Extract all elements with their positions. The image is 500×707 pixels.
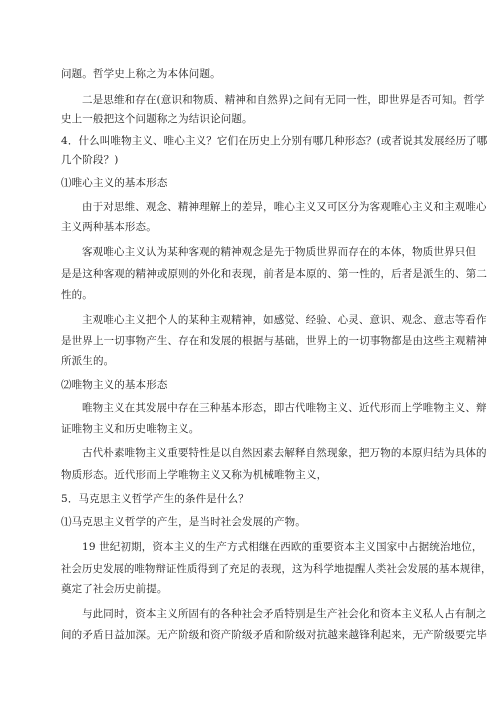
text-line: 二是思维和存在(意识和物质、精神和自然界)之间有无同一性，即世界是否可知。哲学 — [82, 94, 485, 106]
text-line: 间的矛盾日益加深。无产阶级和资产阶级矛盾和阶级对抗越来越锋利起来，无产阶级要完毕 — [61, 629, 487, 641]
section-heading: ⑵唯物主义的基本形态 — [61, 379, 168, 391]
text-line: 物质形态。近代形而上学唯物主义又称为机械唯物主义， — [61, 469, 328, 481]
text-line: 问题。哲学史上称之为本体问题。 — [61, 68, 221, 80]
question-heading-cont: 几个阶段？) — [61, 154, 119, 166]
text-line: 社会历史发展的唯物辩证性质得到了充足的表现，这为科学地提醒人类社会发展的基本规律， — [61, 563, 492, 575]
text-line: 证唯物主义和历史唯物主义。 — [61, 423, 200, 435]
text-line: 是是这种客观的精神或原则的外化和表现，前者是本原的、第一性的，后者是派生的、第二 — [61, 268, 487, 280]
text-line: 主义两种基本形态。 — [61, 221, 157, 233]
text-line: 与此同时，资本主义所固有的各种社会矛盾特别是生产社会化和资本主义私人占有制之 — [82, 608, 487, 620]
section-heading: ⑴马克思主义哲学的产生，是当时社会发展的产物。 — [61, 516, 306, 528]
text-line: 19 世纪初期，资本主义的生产方式相继在西欧的重要资本主义国家中占据统治地位， — [82, 541, 483, 553]
text-line: 客观唯心主义认为某种客观的精神观念是先于物质世界而存在的本体，物质世界只但 — [82, 246, 477, 258]
text-line: 奠定了社会历史前提。 — [61, 583, 168, 595]
question-heading: 5．马克思主义哲学产生的条件是什么？ — [61, 493, 249, 505]
question-heading: 4．什么叫唯物主义、唯心主义？它们在历史上分别有哪几种形态？(或者说其发展经历了哪 — [61, 135, 488, 147]
text-line: 所派生的。 — [61, 355, 115, 367]
section-heading: ⑴唯心主义的基本形态 — [61, 177, 168, 189]
text-line: 主观唯心主义把个人的某种主观精神，如感觉、经验、心灵、意识、观念、意志等看作 — [82, 314, 487, 326]
text-line: 史上一般把这个问题称之为结识论问题。 — [61, 113, 253, 125]
text-line: 古代朴素唯物主义重要特性是以自然因素去解释自然现象，把万物的本原归结为具体的 — [82, 447, 487, 459]
text-line: 性的。 — [61, 289, 93, 301]
text-line: 唯物主义在其发展中存在三种基本形态，即古代唯物主义、近代形而上学唯物主义、辩 — [82, 402, 487, 414]
text-line: 是世界上一切事物产生、存在和发展的根据与基础，世界上的一切事物都是由这些主观精神 — [61, 335, 487, 347]
text-line: 由于对思维、观念、精神理解上的差异，唯心主义又可区分为客观唯心主义和主观唯心 — [82, 201, 487, 213]
